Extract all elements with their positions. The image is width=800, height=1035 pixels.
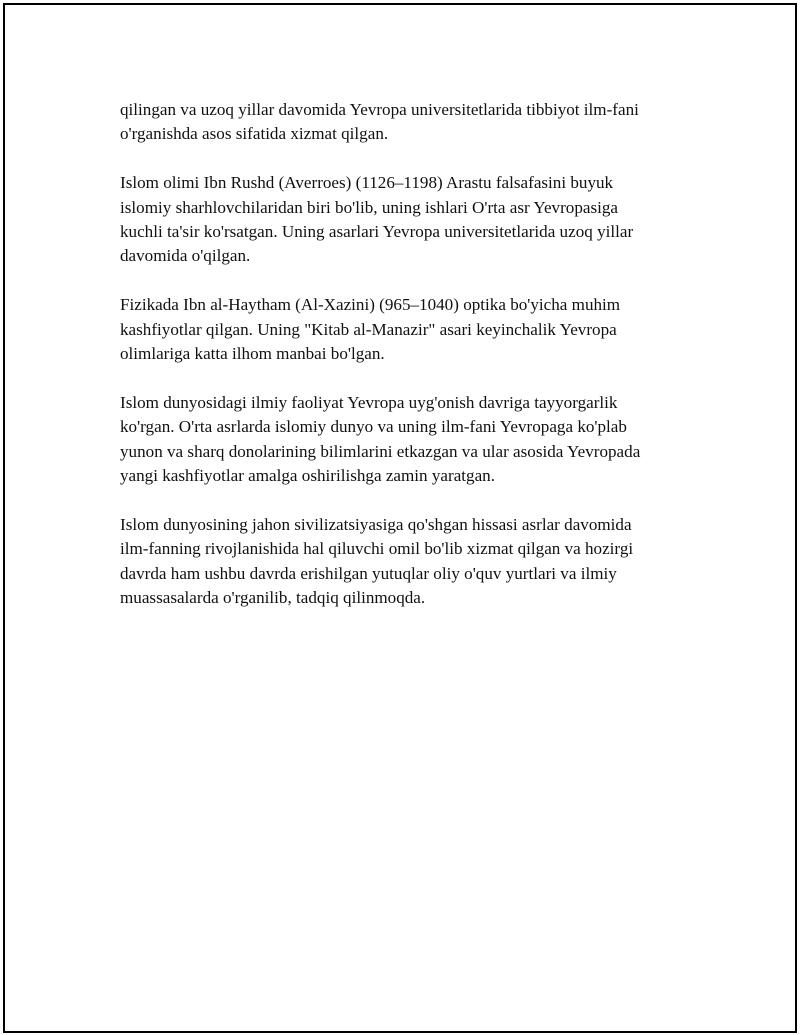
paragraph-contribution: Islom dunyosining jahon sivilizatsiyasiga qo'shgan hissasi asrlar davomida ilm-fanning rivojlanishida hal qiluvchi omil bo'lib xizmat qilgan va hozirgi davrda ham ushbu davrda erishilgan yutuqlar oliy o'quv yurtlari va ilmiy muassasalarda o'rganilib, tadqiq qilinmoqda.	[120, 514, 634, 608]
page-content	[120, 98, 700, 635]
paragraph-renaissance: Islom dunyosidagi ilmiy faoliyat Yevropa uyg'onish davriga tayyorgarlik ko'rgan. O'rta asrlarda islomiy dunyo va uning ilm-fani Yevropaga ko'plab yunon va sharq donolarining bilimlarini etkazgan va ular asosida Yevropada yangi kashfiyotlar amalga oshirilishga zamin yaratgan.	[120, 392, 641, 486]
paragraph-ibn-al-haytham: Fizikada Ibn al-Haytham (Al-Xazini) (965–1040) optika bo'yicha muhim kashfiyotlar qilgan. Uning "Kitab al-Manazir" asari keyinchalik Yevropa olimlariga katta ilhom manbai bo'lgan.	[120, 295, 621, 364]
paragraph-ibn-rushd: Islom olimi Ibn Rushd (Averroes) (1126–1198) Arastu falsafasini buyuk islomiy sharhlovchilaridan biri bo'lib, uning ishlari O'rta asr Yevropasiga kuchli ta'sir ko'rsatgan. Uning asarlari Yevropa universitetlarida uzoq yillar davomida o'qilgan.	[120, 173, 634, 266]
paragraph-medicine-continuation: qilingan va uzoq yillar davomida Yevropa universitetlarida tibbiyot ilm-fani o'rganishda asos sifatida xizmat qilgan.	[120, 100, 639, 144]
document-page	[3, 3, 797, 1033]
